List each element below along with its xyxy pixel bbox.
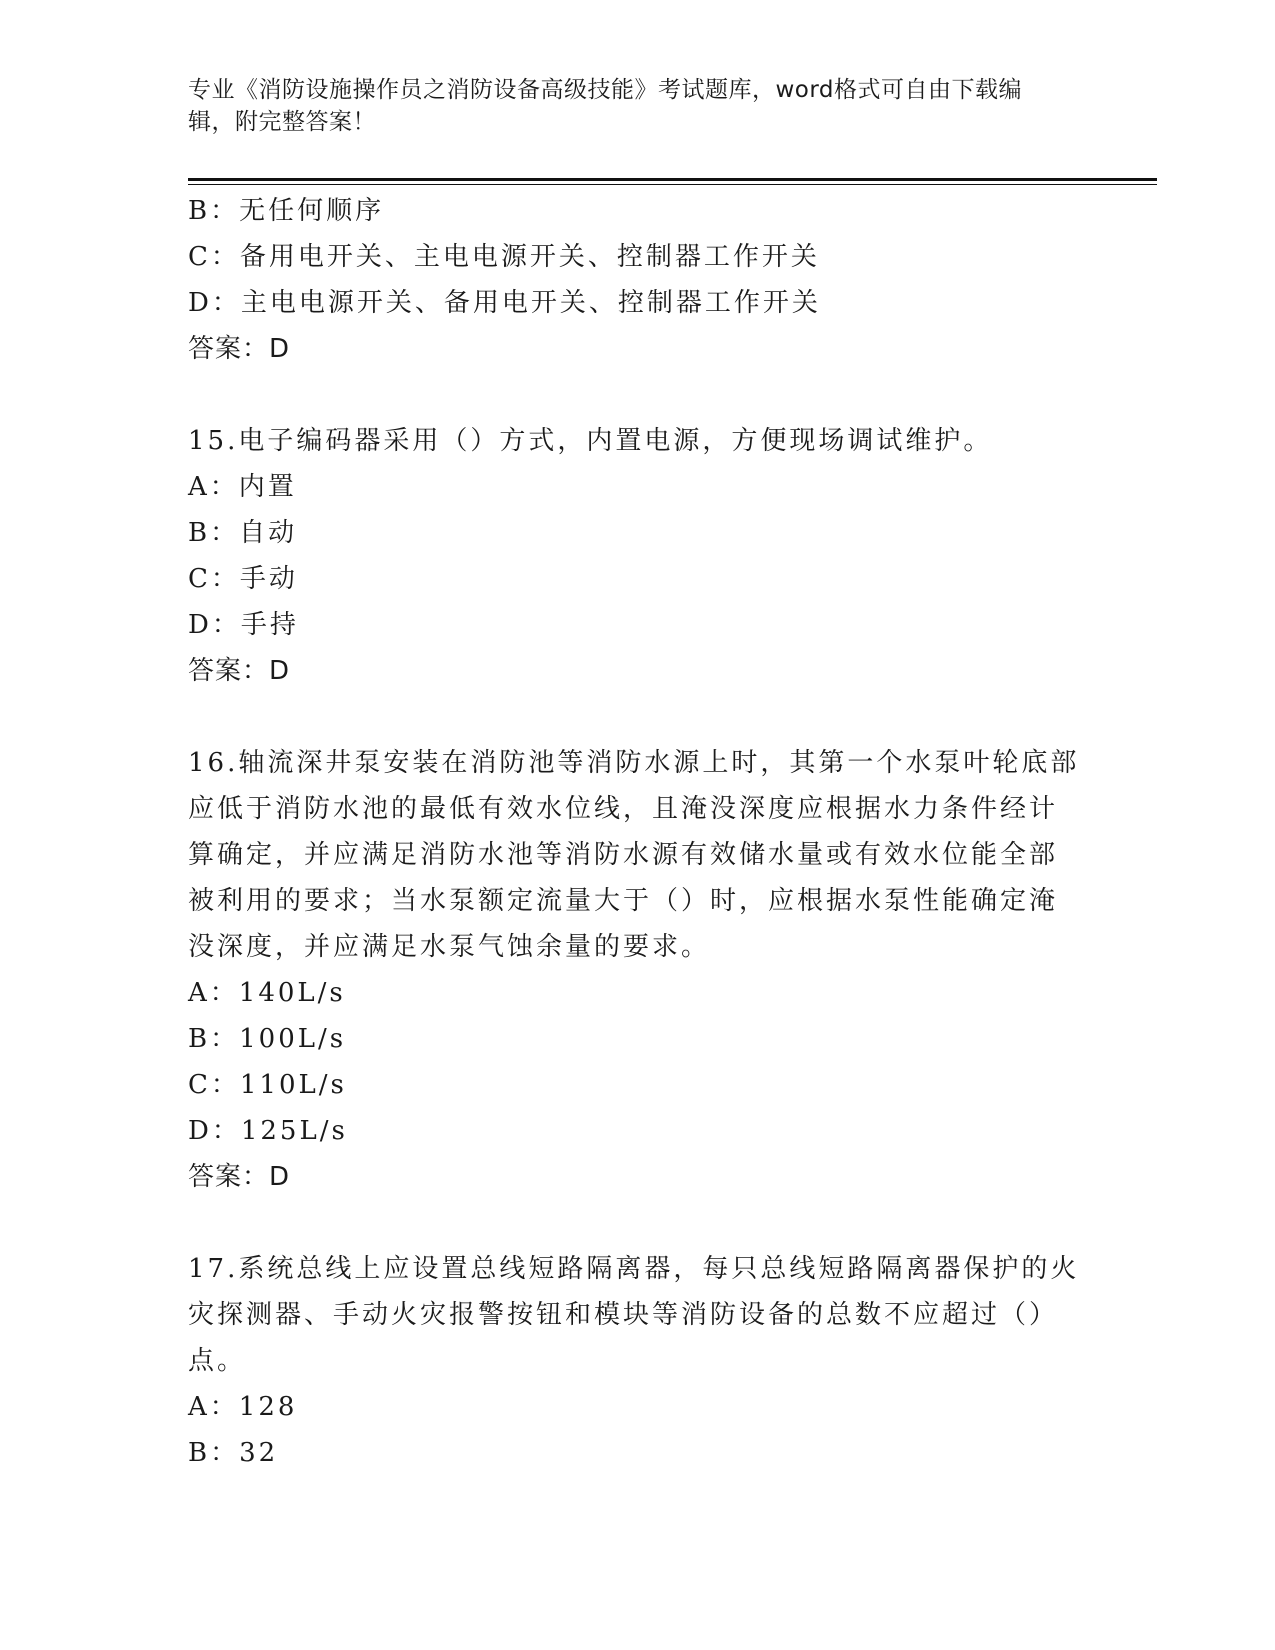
option-d: D：125L/s <box>188 1116 348 1146</box>
document-header <box>188 74 1088 138</box>
question-17 <box>188 1246 1088 1476</box>
header-divider-thin <box>188 184 1157 185</box>
option-a: A：140L/s <box>188 978 346 1008</box>
question-stem-line: 16.轴流深井泵安装在消防池等消防水源上时，其第一个水泵叶轮底部 <box>188 748 1080 778</box>
question-15 <box>188 418 1088 694</box>
option-a: A：128 <box>188 1392 298 1422</box>
option-c: C：110L/s <box>188 1070 347 1100</box>
option-c: C：手动 <box>188 564 298 594</box>
option-d: D：手持 <box>188 610 299 640</box>
question-stem-line: 应低于消防水池的最低有效水位线，且淹没深度应根据水力条件经计 <box>188 794 1059 824</box>
question-stem-line: 算确定，并应满足消防水池等消防水源有效储水量或有效水位能全部 <box>188 840 1059 870</box>
option-b: B：100L/s <box>188 1024 347 1054</box>
header-line-2: 辑，附完整答案！ <box>188 109 376 135</box>
question-16 <box>188 740 1088 1200</box>
question-stem-line: 17.系统总线上应设置总线短路隔离器，每只总线短路隔离器保护的火 <box>188 1254 1080 1284</box>
question-stem-line: 灾探测器、手动火灾报警按钮和模块等消防设备的总数不应超过（） <box>188 1300 1059 1330</box>
option-b: B：自动 <box>188 518 298 548</box>
question-content <box>188 188 1088 1476</box>
answer-label: 答案：D <box>188 656 291 686</box>
header-divider-thick <box>188 178 1157 181</box>
question-stem-line: 没深度，并应满足水泵气蚀余量的要求。 <box>188 932 711 962</box>
option-d: D：主电电源开关、备用电开关、控制器工作开关 <box>188 288 821 318</box>
question-stem-line: 被利用的要求；当水泵额定流量大于（）时，应根据水泵性能确定淹 <box>188 886 1059 916</box>
header-line-1: 专业《消防设施操作员之消防设备高级技能》考试题库，word格式可自由下载编 <box>188 77 1023 103</box>
question-stem: 15.电子编码器采用（）方式，内置电源，方便现场调试维护。 <box>188 426 993 456</box>
option-b: B：无任何顺序 <box>188 196 385 226</box>
answer-label: 答案：D <box>188 1162 291 1192</box>
question-14-tail <box>188 188 1088 372</box>
option-c: C：备用电开关、主电电源开关、控制器工作开关 <box>188 242 820 272</box>
question-stem-line: 点。 <box>188 1346 247 1376</box>
option-b: B：32 <box>188 1438 279 1468</box>
answer-label: 答案：D <box>188 334 291 364</box>
option-a: A：内置 <box>188 472 297 502</box>
